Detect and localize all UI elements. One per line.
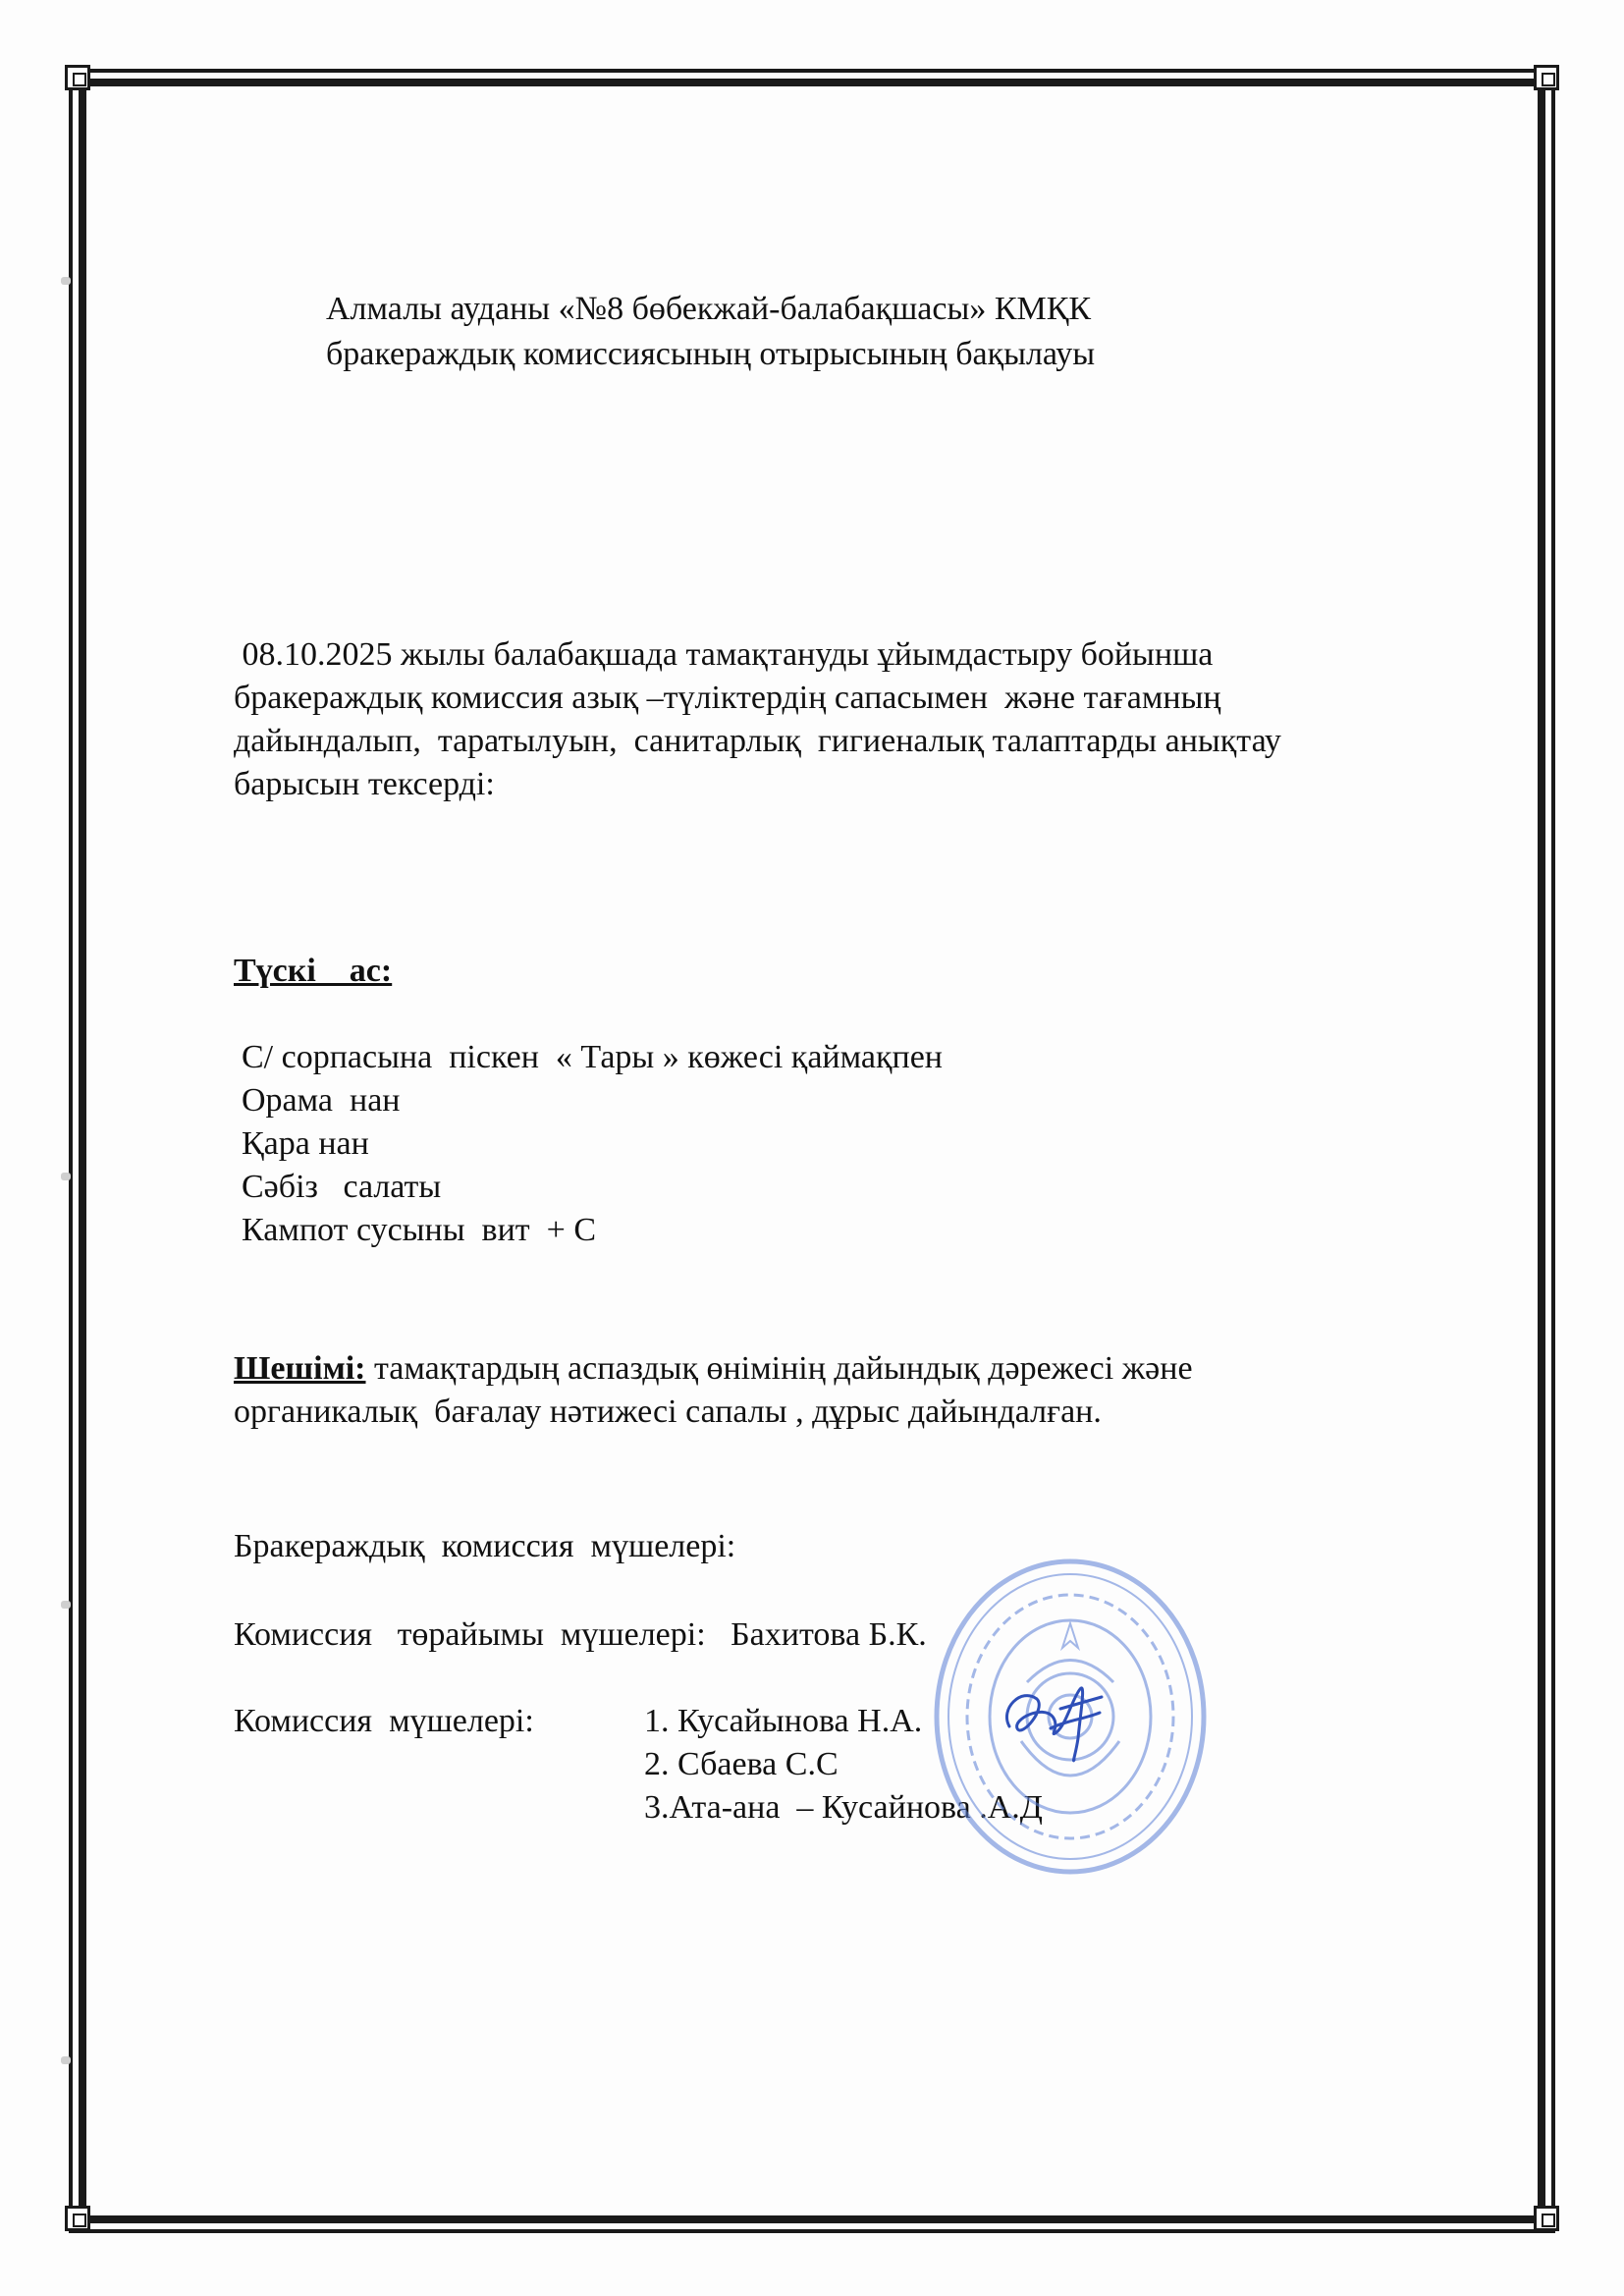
menu-item: С/ сорпасына піскен « Тары » көжесі қаймақпен bbox=[242, 1039, 943, 1075]
intro-line-4: барысын тексерді: bbox=[234, 766, 495, 802]
lunch-title: Түскі ас: bbox=[234, 953, 393, 989]
scan-mark bbox=[61, 2056, 71, 2064]
intro-line-1: 08.10.2025 жылы балабақшада тамақтануды ұйымдастыру бойынша bbox=[234, 636, 1214, 673]
commission-chair: Комиссия төрайымы мүшелері: Бахитова Б.К. bbox=[234, 1616, 927, 1653]
menu-item: Кампот сусыны вит + С bbox=[242, 1212, 597, 1248]
scan-mark bbox=[61, 1601, 71, 1609]
members-label: Комиссия мүшелері: bbox=[234, 1703, 534, 1739]
menu-item: Орама нан bbox=[242, 1082, 401, 1119]
decision-line-2: органикалық бағалау нәтижесі сапалы , дұрыс дайындалған. bbox=[234, 1394, 1102, 1430]
scan-mark bbox=[61, 277, 71, 285]
heading-line-1: Алмалы ауданы «№8 бөбекжай-балабақшасы» КМҚК bbox=[326, 291, 1092, 327]
decision-line-1: тамақтардың аспаздық өнімінің дайындық дәрежесі және bbox=[365, 1350, 1193, 1387]
heading-line-2: бракераждық комиссиясының отырысының бақылауы bbox=[326, 336, 1096, 372]
member-item: 2. Сбаева С.С bbox=[644, 1746, 839, 1782]
menu-item: Қара нан bbox=[242, 1125, 369, 1162]
member-item: 3.Ата-ана – Кусайнова .А.Д bbox=[644, 1789, 1043, 1826]
decision-label: Шешімі: bbox=[234, 1350, 366, 1387]
signature-icon bbox=[992, 1669, 1110, 1768]
menu-item: Сәбіз салаты bbox=[242, 1169, 442, 1205]
scan-mark bbox=[61, 1173, 71, 1180]
border-corner-ornament bbox=[65, 65, 90, 90]
member-item: 1. Кусайынова Н.А. bbox=[644, 1703, 923, 1739]
lunch-menu bbox=[242, 1036, 943, 1252]
intro-line-2: бракераждық комиссия азық –түліктердің сапасымен және тағамның bbox=[234, 680, 1221, 716]
decision-paragraph bbox=[234, 1347, 1193, 1434]
commission-title: Бракераждық комиссия мүшелері: bbox=[234, 1528, 736, 1564]
intro-paragraph bbox=[234, 633, 1281, 806]
document-heading bbox=[326, 287, 1095, 377]
border-corner-ornament bbox=[1534, 2206, 1559, 2231]
intro-line-3: дайындалып, таратылуын, санитарлық гигиеналық талаптарды анықтау bbox=[234, 723, 1281, 759]
border-corner-ornament bbox=[1534, 65, 1559, 90]
border-corner-ornament bbox=[65, 2206, 90, 2231]
